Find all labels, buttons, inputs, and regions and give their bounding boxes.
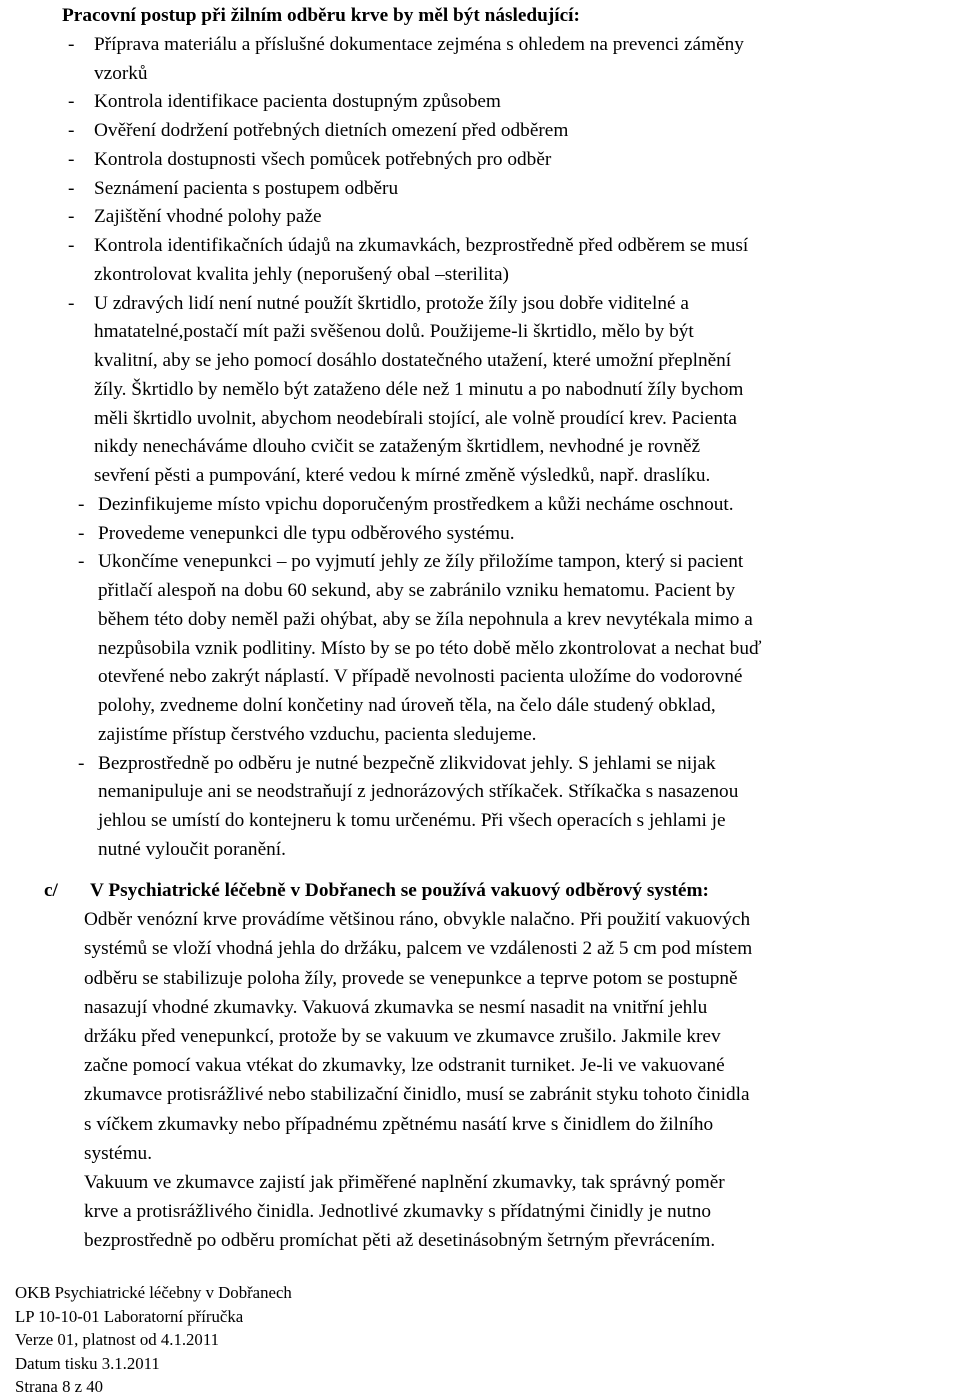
list-item — [62, 203, 942, 232]
procedure-block — [62, 2, 942, 865]
list-dash: - — [68, 148, 75, 170]
list-item-line: Provedeme venepunkci dle typu odběrového systému. — [98, 522, 515, 544]
list-dash: - — [78, 551, 85, 573]
paragraph-line: zkumavce protisrážlivé nebo stabilizační činidlo, musí se zabránit styku tohoto činidla — [84, 1084, 750, 1106]
list-item — [62, 491, 942, 520]
list-item-line: polohy, zvedneme dolní končetiny nad úroveň těla, na čelo dále studený obklad, — [98, 695, 716, 716]
paragraph-line: bezprostředně po odběru promíchat pěti až desetinásobným šetrným převrácením. — [84, 1230, 716, 1252]
list-item-line: zkontrolovat kvalita jehly (neporušený obal –sterilita) — [94, 263, 509, 285]
section-c-label: c/ — [44, 880, 58, 901]
list-dash: - — [68, 206, 75, 228]
list-dash: - — [68, 177, 75, 199]
list-item-line: Příprava materiálu a příslušné dokumentace zejména s ohledem na prevenci záměny — [94, 33, 744, 55]
list-item-line: nezpůsobila vznik podlitiny. Místo by se po této době mělo zkontrolovat a nechat buď — [98, 637, 762, 659]
paragraph-line: držáku před venepunkcí, protože by se vakuum ve zkumavce zrušilo. Jakmile krev — [84, 1026, 721, 1048]
list-item-line: Zajištění vhodné polohy paže — [94, 206, 322, 228]
paragraph-line: nasazují vhodné zkumavky. Vakuová zkumavka se nesmí nasadit na vnitřní jehlu — [84, 996, 708, 1018]
list-item-line: Seznámení pacienta s postupem odběru — [94, 177, 399, 199]
paragraph-line: systémů se vloží vhodná jehla do držáku, palcem ve vzdálenosti 2 až 5 cm pod místem — [84, 938, 753, 960]
paragraph-line: Odběr venózní krve provádíme většinou ráno, obvykle nalačno. Při použití vakuových — [84, 909, 751, 931]
list-item-line: Kontrola identifikace pacienta dostupným způsobem — [94, 91, 501, 113]
list-item-line: otevřené nebo zakrýt náplastí. V případě nevolnosti pacienta uložíme do vodorovné — [98, 666, 743, 688]
list-item-line: hmatatelné,postačí mít paži svěšenou dolů. Použijeme-li škrtidlo, mělo by být — [94, 321, 694, 343]
list-item-line: nemanipuluje ani se neodstraňují z jednorázových stříkaček. Stříkačka s nasazenou — [98, 781, 739, 803]
list-dash: - — [68, 91, 75, 113]
section-c-paragraph-1 — [44, 905, 944, 1168]
list-dash: - — [68, 120, 75, 141]
list-dash: - — [78, 493, 85, 515]
list-item — [62, 750, 942, 865]
list-item-line: jehlou se umístí do kontejneru k tomu určenému. Při všech operacích s jehlami je — [98, 810, 726, 831]
section-c-title: V Psychiatrické léčebně v Dobřanech se používá vakuový odběrový systém: — [90, 880, 709, 901]
list-item-line: sevření pěsti a pumpování, které vedou k mírné změně výsledků, např. draslíku. — [94, 465, 711, 486]
list-item-line: vzorků — [94, 62, 148, 84]
list-dash: - — [78, 752, 85, 774]
section-c-paragraph-2 — [44, 1168, 944, 1256]
list-item-line: Ukončíme venepunkci – po vyjmutí jehly ze žíly přiložíme tampon, který si pacient — [98, 551, 744, 573]
footer-document-id: LP 10-10-01 Laboratorní příručka — [15, 1306, 244, 1326]
list-item-line: Dezinfikujeme místo vpichu doporučeným prostředkem a kůži necháme oschnout. — [98, 493, 734, 515]
page-footer — [15, 1281, 292, 1399]
list-item-line: Bezprostředně po odběru je nutné bezpečně zlikvidovat jehly. S jehlami se nijak — [98, 752, 716, 774]
list-item-line: žíly. Škrtidlo by nemělo být zataženo déle než 1 minutu a po nabodnutí žíly bychom — [94, 378, 744, 400]
paragraph-line: Vakuum ve zkumavce zajistí jak přiměřené naplnění zkumavky, tak správný poměr — [84, 1172, 725, 1194]
list-item-line: U zdravých lidí není nutné použít škrtidlo, protože žíly jsou dobře viditelné a — [94, 292, 689, 314]
list-item-line: měli škrtidlo uvolnit, abychom neodebírali stojící, ale volně proudící krev. Pacienta — [94, 407, 737, 429]
list-dash: - — [68, 292, 75, 314]
list-item-line: zajistíme přístup čerstvého vzduchu, pacienta sledujeme. — [98, 723, 537, 745]
list-item-line: nikdy nenecháváme dlouho cvičit se zataženým škrtidlem, nevhodné je rovněž — [94, 436, 701, 458]
list-item-line: během této doby neměl paži ohýbat, aby se žíla nepohnula a krev nevytékala mimo a — [98, 608, 753, 630]
footer-page-number: Strana 8 z 40 — [15, 1377, 104, 1397]
list-item — [62, 88, 942, 117]
list-item-line: kvalitní, aby se jeho pomocí dosáhlo dostatečného utažení, které umožní přeplnění — [94, 350, 732, 371]
list-item — [62, 146, 942, 175]
list-item — [62, 175, 942, 204]
paragraph-line: s víčkem zkumavky nebo případnému zpětnému nasátí krve s činidlem do žilního — [84, 1113, 714, 1135]
list-dash: - — [68, 235, 75, 256]
list-item-line: Ověření dodržení potřebných dietních omezení před odběrem — [94, 120, 569, 141]
list-item-line: Kontrola identifikačních údajů na zkumavkách, bezprostředně před odběrem se musí — [94, 235, 749, 256]
list-item — [62, 520, 942, 549]
list-item — [62, 31, 942, 89]
list-dash: - — [68, 33, 75, 55]
section-c — [44, 876, 944, 1256]
list-item — [62, 290, 942, 491]
footer-institution: OKB Psychiatrické léčebny v Dobřanech — [15, 1283, 292, 1302]
paragraph-line: začne pomocí vakua vtékat do zkumavky, lze odstranit turniket. Je-li ve vakuované — [84, 1055, 725, 1077]
procedure-list — [62, 31, 942, 865]
procedure-heading: Pracovní postup při žilním odběru krve by měl být následující: — [62, 5, 580, 26]
footer-version: Verze 01, platnost od 4.1.2011 — [15, 1330, 219, 1350]
paragraph-line: krve a protisrážlivého činidla. Jednotlivé zkumavky s přídatnými činidly je nutno — [84, 1201, 712, 1223]
footer-print-date: Datum tisku 3.1.2011 — [15, 1353, 160, 1373]
list-item — [62, 548, 942, 749]
list-item-line: Kontrola dostupnosti všech pomůcek potřebných pro odběr — [94, 148, 552, 170]
list-item — [62, 232, 942, 290]
list-item-line: přitlačí alespoň na dobu 60 sekund, aby se zabránilo vzniku hematomu. Pacient by — [98, 580, 736, 601]
paragraph-line: odběru se stabilizuje poloha žíly, provede se venepunkce a teprve potom se postupně — [84, 967, 738, 989]
section-c-heading — [44, 876, 944, 905]
list-item — [62, 117, 942, 146]
paragraph-line: systému. — [84, 1142, 153, 1164]
list-item-line: nutné vyloučit poranění. — [98, 838, 286, 860]
list-dash: - — [78, 522, 85, 544]
